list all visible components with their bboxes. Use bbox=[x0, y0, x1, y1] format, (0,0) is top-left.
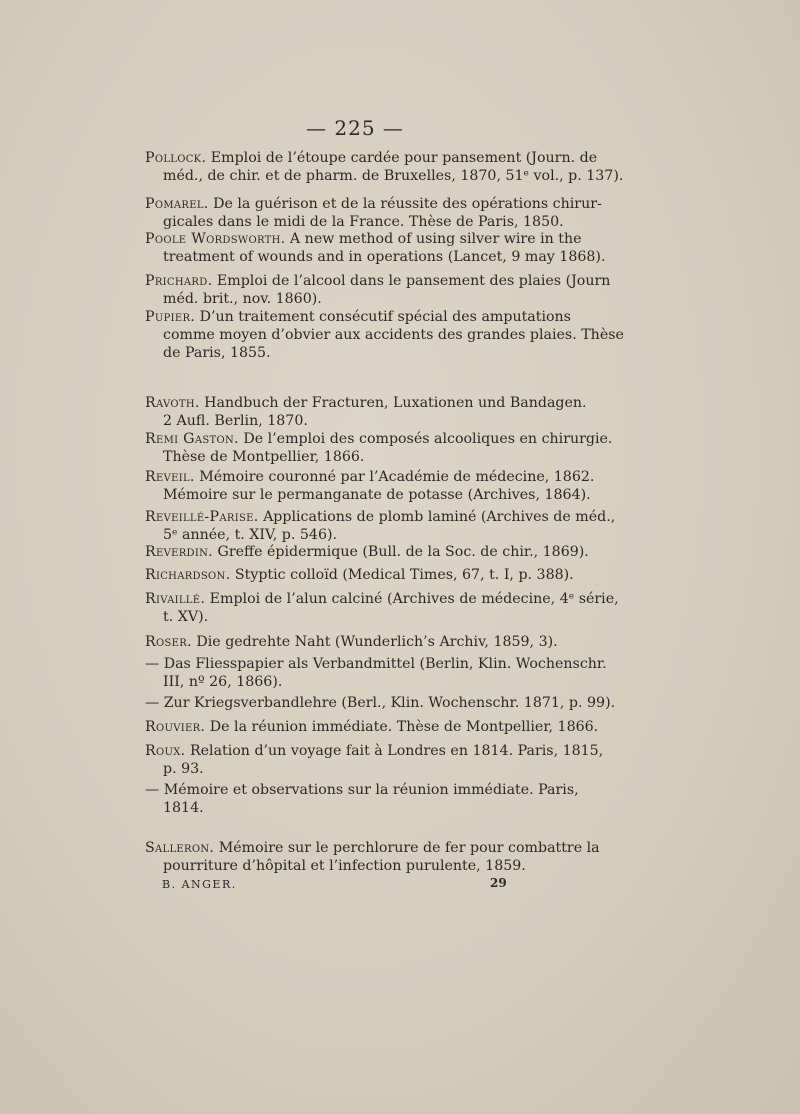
bibliography-entry bbox=[145, 430, 613, 466]
bibliography-entry bbox=[145, 308, 624, 362]
bibliography-entry bbox=[145, 633, 570, 651]
bibliography-entry bbox=[145, 839, 600, 875]
entry-text: gicales dans le midi de la France. Thèse de Paris, 1850. bbox=[163, 214, 564, 230]
bibliography-entry bbox=[145, 742, 604, 778]
bibliography-entry bbox=[145, 781, 579, 817]
signature-mark: B. ANGER. bbox=[162, 878, 237, 891]
entry-text: Emploi de l’alun calciné (Archives de médecine, 4ᵉ série, bbox=[209, 591, 619, 607]
entry-author: Roser. bbox=[145, 634, 192, 650]
bibliography-entry bbox=[145, 543, 589, 561]
entry-text: treatment of wounds and in operations (Lancet, 9 may 1868). bbox=[163, 249, 606, 265]
entry-text: 5ᵉ année, t. XIV, p. 546). bbox=[163, 527, 338, 543]
entry-author: Roux. bbox=[145, 743, 186, 759]
entry-text: Zur Kriegsverbandlehre (Berl., Klin. Wochenschr. 1871, p. 99). bbox=[163, 695, 616, 711]
entry-text: Emploi de l’alcool dans le pansement des plaies (Journ bbox=[216, 273, 611, 289]
entry-text: t. XV). bbox=[163, 609, 209, 625]
entry-text: Relation d’un voyage fait à Londres en 1814. Paris, 1815, bbox=[189, 743, 604, 759]
entry-author: Pupier. bbox=[145, 309, 196, 325]
entry-text: p. 93. bbox=[163, 761, 204, 777]
entry-text: De l’emploi des composés alcooliques en chirurgie. bbox=[243, 431, 613, 447]
entry-text: Mémoire sur le perchlorure de fer pour combattre la bbox=[218, 840, 600, 856]
bibliography-entry bbox=[145, 694, 616, 712]
entry-text: Mémoire et observations sur la réunion immédiate. Paris, bbox=[163, 782, 579, 798]
entry-text: méd. brit., nov. 1860). bbox=[163, 291, 322, 307]
entry-text: Das Fliesspapier als Verbandmittel (Berlin, Klin. Wochenschr. bbox=[163, 656, 607, 672]
entry-author: Reverdin. bbox=[145, 544, 213, 560]
entry-text: comme moyen d’obvier aux accidents des grandes plaies. Thèse bbox=[163, 327, 624, 343]
entry-text: De la guérison et de la réussite des opérations chirur- bbox=[213, 196, 602, 212]
entry-text: de Paris, 1855. bbox=[163, 345, 271, 361]
entry-text: Handbuch der Fracturen, Luxationen und Bandagen. bbox=[204, 395, 587, 411]
bibliography-entry bbox=[145, 468, 595, 504]
entry-dash: — bbox=[145, 695, 160, 711]
entry-dash: — bbox=[145, 656, 160, 672]
entry-author: Rivaillé. bbox=[145, 591, 206, 607]
entry-text: A new method of using silver wire in the bbox=[289, 231, 582, 247]
entry-text: III, nº 26, 1866). bbox=[163, 674, 283, 690]
entry-text: Applications de plomb laminé (Archives de méd., bbox=[263, 509, 616, 525]
entry-dash: — bbox=[145, 782, 160, 798]
entry-text: Mémoire couronné par l’Académie de médecine, 1862. bbox=[199, 469, 595, 485]
bibliography-entry bbox=[145, 272, 611, 308]
signature-number: 29 bbox=[490, 876, 507, 890]
bibliography-entry bbox=[145, 655, 607, 691]
entry-text: D’un traitement consécutif spécial des amputations bbox=[199, 309, 571, 325]
page-number: — 225 — bbox=[306, 116, 404, 140]
entry-text: Thèse de Montpellier, 1866. bbox=[163, 449, 365, 465]
entry-text: 2 Aufl. Berlin, 1870. bbox=[163, 413, 308, 429]
entry-author: Salleron. bbox=[145, 840, 215, 856]
entry-author: Pollock. bbox=[145, 150, 207, 166]
entry-text: De la réunion immédiate. Thèse de Montpellier, 1866. bbox=[209, 719, 599, 735]
entry-author: Pomarel. bbox=[145, 196, 209, 212]
entry-text: Styptic colloïd (Medical Times, 67, t. I, p. 388). bbox=[234, 567, 574, 583]
entry-author: Prichard. bbox=[145, 273, 213, 289]
bibliography-entry bbox=[145, 149, 624, 185]
bibliography-entry bbox=[145, 566, 574, 584]
entry-text: pourriture d’hôpital et l’infection purulente, 1859. bbox=[163, 858, 526, 874]
entry-author: Reveillé-Parise. bbox=[145, 509, 259, 525]
entry-text: Greffe épidermique (Bull. de la Soc. de chir., 1869). bbox=[217, 544, 589, 560]
entry-author: Poole Wordsworth. bbox=[145, 231, 286, 247]
bibliography-entry bbox=[145, 590, 619, 626]
bibliography-entry bbox=[145, 195, 602, 231]
entry-author: Remi Gaston. bbox=[145, 431, 239, 447]
bibliography-entry bbox=[145, 718, 599, 736]
bibliography-entry bbox=[145, 508, 616, 544]
bibliography-entry bbox=[145, 394, 587, 430]
entry-text: 1814. bbox=[163, 800, 204, 816]
entry-author: Reveil. bbox=[145, 469, 195, 485]
entry-author: Ravoth. bbox=[145, 395, 200, 411]
entry-text: Die gedrehte Naht (Wunderlich’s Archiv, 1859, 3). bbox=[196, 634, 558, 650]
entry-text: Mémoire sur le permanganate de potasse (Archives, 1864). bbox=[163, 487, 591, 503]
bibliography-entry bbox=[145, 230, 606, 266]
entry-text: Emploi de l’étoupe cardée pour pansement (Journ. de bbox=[210, 150, 598, 166]
entry-author: Rouvier. bbox=[145, 719, 206, 735]
entry-text: méd., de chir. et de pharm. de Bruxelles, 1870, 51ᵉ vol., p. 137). bbox=[163, 168, 624, 184]
entry-author: Richardson. bbox=[145, 567, 231, 583]
